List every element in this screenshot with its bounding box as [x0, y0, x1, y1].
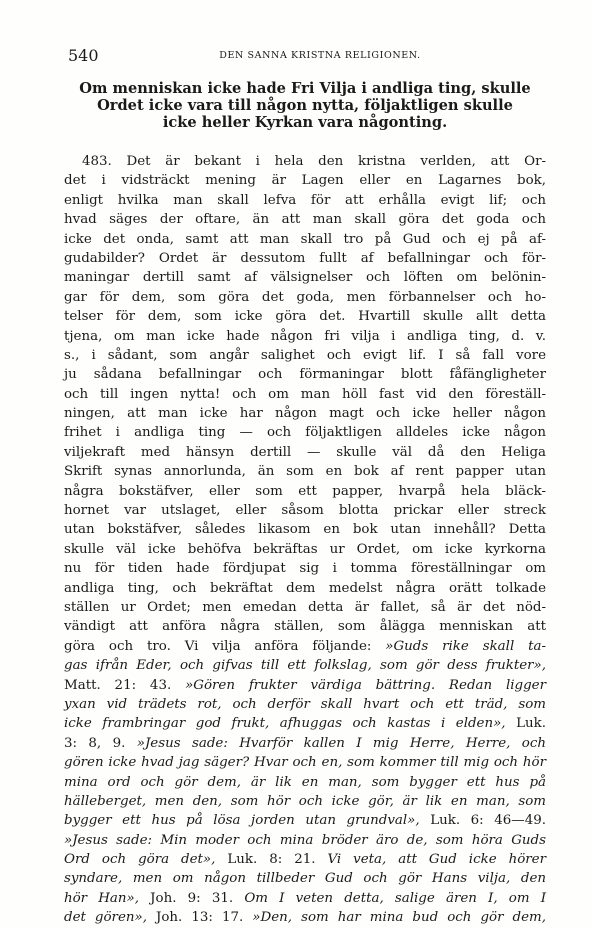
text-line — [64, 831, 546, 850]
text-line — [64, 540, 546, 559]
text-line — [64, 637, 546, 656]
text-line — [64, 346, 546, 365]
text-run: viljekraft med hänsyn dertill — skulle väl då den Heliga — [64, 444, 546, 460]
italic-text: hälleberget, men den, som hör och icke gör, är lik en man, som — [64, 793, 546, 809]
text-line — [64, 307, 546, 326]
text-run: Luk. 6: 46—49. — [419, 813, 546, 829]
italic-text: gören icke hvad jag säger? Hvar och en, som kommer till mig och hör — [64, 755, 546, 771]
text-run: Matt. 21: 43. — [64, 677, 186, 693]
heading-line: icke heller Kyrkan vara någonting. — [162, 114, 448, 131]
text-run: s., i sådant, som angår salighet och evigt lif. I så fall vore — [64, 347, 546, 363]
text-line — [64, 385, 546, 404]
italic-text: bygger ett hus på lösa jorden utan grundval», — [64, 813, 420, 829]
text-line — [64, 734, 546, 753]
text-line — [64, 579, 546, 598]
text-line — [64, 598, 546, 617]
text-line — [64, 268, 546, 287]
heading-line: Om menniskan icke hade Fri Vilja i andliga ting, skulle — [79, 80, 531, 97]
italic-text: mina ord och gör dem, är lik en man, som bygger ett hus på — [64, 774, 546, 790]
italic-text: yxan vid trädets rot, och derför skall hvart och ett träd, som — [64, 696, 546, 712]
text-line — [64, 501, 546, 520]
text-run: 483. Det är bekant i hela den kristna verlden, att Or- — [82, 154, 546, 169]
italic-text: Om I veten detta, salige ären I, om I — [244, 890, 546, 906]
italic-text: Vi veta, att Gud icke hörer — [327, 852, 546, 868]
italic-text: hör Han», — [64, 890, 139, 906]
running-title: DEN SANNA KRISTNA RELIGIONEN. — [219, 50, 421, 61]
text-line — [64, 462, 546, 481]
italic-text: »Gören frukter värdiga bättring. Redan ligger — [185, 677, 546, 693]
text-run: nu för tiden hade fördjupat sig i tomma föreställningar om — [64, 561, 546, 577]
text-run: icke det onda, samt att man skall tro på Gud och ej på af- — [64, 231, 546, 247]
text-line — [64, 773, 546, 792]
text-line — [64, 171, 546, 190]
text-line — [64, 753, 546, 772]
text-line — [64, 327, 546, 346]
text-line — [64, 656, 546, 675]
text-line — [64, 365, 546, 384]
text-line — [64, 559, 546, 578]
text-line — [64, 152, 546, 171]
text-run: Luk. 8: 21. — [215, 852, 328, 868]
text-line — [64, 423, 546, 442]
text-run: gar för dem, som göra det goda, men förbannelser och ho- — [64, 289, 546, 305]
text-run: 3: 8, 9. — [64, 735, 137, 751]
italic-text: det gören», — [64, 910, 147, 926]
text-run: ningen, att man icke har någon magt och icke heller någon — [64, 406, 546, 422]
text-run: tjena, om man icke hade någon fri vilja i andliga ting, d. v. — [64, 328, 546, 344]
italic-text: »Jesus sade: Hvarför kallen I mig Herre, Herre, och — [136, 735, 546, 751]
text-line — [64, 811, 546, 830]
text-line — [64, 850, 546, 869]
italic-text: icke frambringar god frukt, afhuggas och kastas i elden», — [64, 716, 506, 732]
text-run: gudabilder? Ordet är dessutom fullt af befallningar och för- — [64, 250, 546, 266]
text-line — [64, 191, 546, 210]
text-run: Joh. 9: 31. — [139, 890, 245, 906]
text-run: ställen ur Ordet; men emedan detta är fallet, så är det nöd- — [64, 599, 546, 615]
text-line — [64, 482, 546, 501]
text-line — [64, 249, 546, 268]
text-run: hornet var utslaget, eller såsom blotta prickar eller streck — [64, 503, 546, 519]
text-line — [64, 210, 546, 229]
text-run: vändigt att anföra några ställen, som ålägga menniskan att — [64, 619, 546, 635]
text-line — [64, 520, 546, 539]
italic-text: gas ifrån Eder, och gifvas till ett folkslag, som gör dess frukter», — [64, 658, 546, 674]
text-line — [64, 288, 546, 307]
italic-text: syndare, men om någon tillbeder Gud och gör Hans vilja, den — [64, 871, 546, 887]
text-run: frihet i andliga ting — och följaktligen alldeles icke någon — [64, 425, 546, 441]
page-number: 540 — [68, 46, 99, 65]
running-head — [68, 46, 542, 66]
text-line — [64, 230, 546, 249]
text-run: ju sådana befallningar och förmaningar blott fåfängligheter — [64, 367, 546, 383]
text-line — [64, 617, 546, 636]
italic-text: »Guds rike skall ta- — [385, 638, 546, 654]
body-paragraph — [64, 152, 546, 928]
text-run: och till ingen nytta! och om man höll fast vid den föreställ- — [64, 386, 546, 402]
text-line — [64, 869, 546, 888]
text-run: Luk. — [505, 716, 546, 732]
text-line — [64, 889, 546, 908]
italic-text: »Jesus sade: Min moder och mina bröder äro de, som höra Guds — [64, 832, 546, 848]
text-line — [64, 695, 546, 714]
italic-text: »Den, som har mina bud och gör dem, — [252, 910, 546, 926]
text-line — [64, 714, 546, 733]
text-line — [64, 676, 546, 695]
text-line — [64, 908, 546, 927]
text-run: enligt hvilka man skall lefva för att erhålla evigt lif; och — [64, 192, 546, 208]
text-run: telser för dem, som icke göra det. Hvartill skulle allt detta — [64, 309, 546, 325]
text-run: hvad säges der oftare, än att man skall göra det goda och — [64, 212, 546, 228]
text-run: några bokstäfver, eller som ett papper, hvarpå hela bläck- — [64, 483, 546, 499]
text-run: andliga ting, och bekräftat dem medelst några orätt tolkade — [64, 580, 546, 596]
text-run: skulle väl icke behöfva bekräftas ur Ordet, om icke kyrkorna — [64, 541, 546, 557]
text-run: maningar dertill samt af välsignelser och löften om belönin- — [64, 270, 546, 286]
italic-text: Ord och göra det», — [64, 852, 216, 868]
text-run: Skrift synas annorlunda, än som en bok af rent papper utan — [64, 464, 546, 480]
text-run: Joh. 13: 17. — [146, 910, 253, 926]
section-heading — [64, 80, 546, 131]
text-run: det i vidsträckt mening är Lagen eller en Lagarnes bok, — [64, 173, 546, 189]
text-line — [64, 792, 546, 811]
text-run: utan bokstäfver, således likasom en bok utan innehåll? Detta — [64, 522, 546, 538]
text-run: göra och tro. Vi vilja anföra följande: — [64, 638, 386, 654]
text-line — [64, 404, 546, 423]
text-line — [64, 443, 546, 462]
heading-line: Ordet icke vara till någon nytta, följaktligen skulle — [97, 97, 513, 114]
